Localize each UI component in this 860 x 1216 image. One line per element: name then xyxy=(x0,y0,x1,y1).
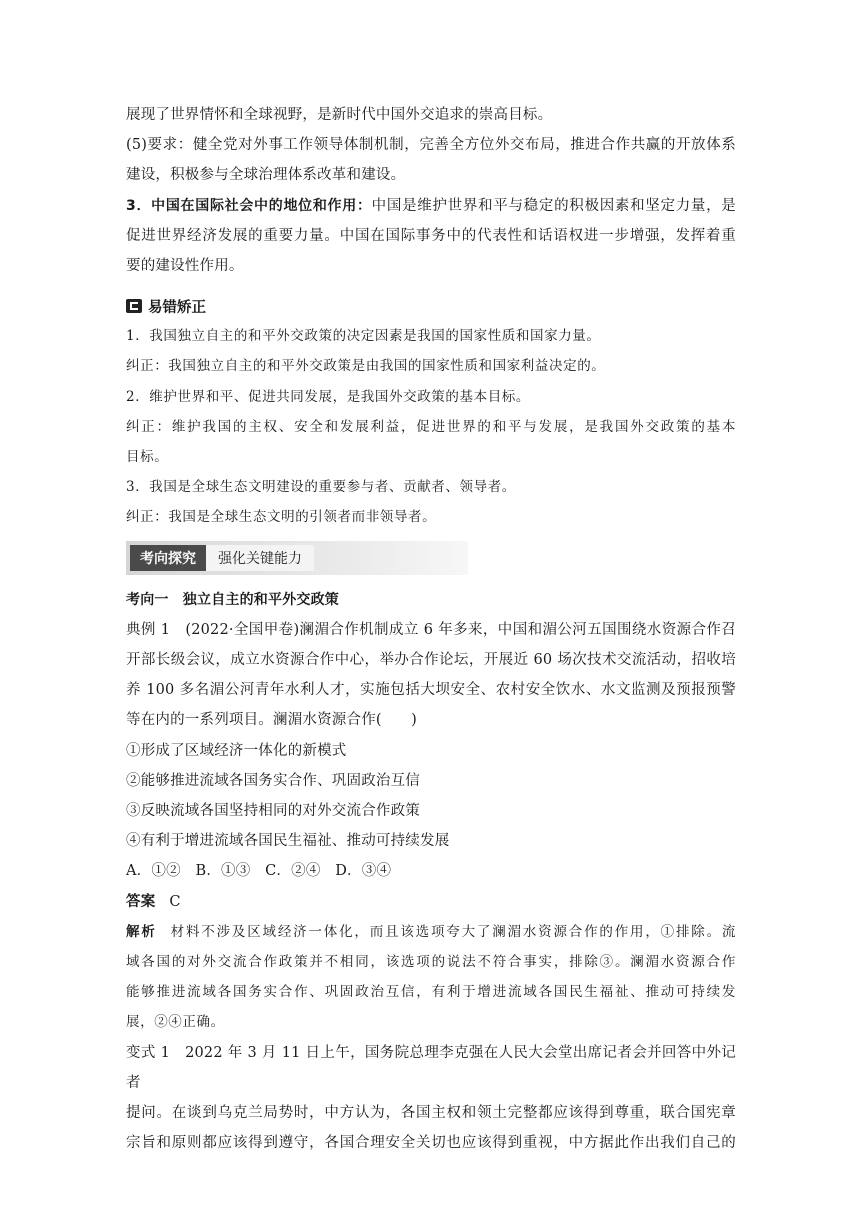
paragraph-line: 展现了世界情怀和全球视野，是新时代中国外交追求的崇高目标。 xyxy=(126,107,553,123)
answer-label: 答案 xyxy=(126,893,156,910)
point-3-label: 3．中国在国际社会中的地位和作用： xyxy=(126,197,372,214)
analysis-line: 域各国的对外交流合作政策并不相同，该选项的说法不符合事实，排除③。澜湄水资源合作 xyxy=(126,954,736,971)
error-item: 2．维护世界和平、促进共同发展，是我国外交政策的基本目标。 xyxy=(126,388,530,405)
paragraph-line: (5)要求：健全党对外事工作领导体制机制，完善全方位外交布局，推进合作共赢的开放体系 xyxy=(126,137,736,154)
variant-line: 宗旨和原则都应该得到遵守，各国合理安全关切也应该得到重视，中方据此作出我们自己的 xyxy=(126,1135,736,1152)
example-line: 开部长级会议，成立水资源合作中心，举办合作论坛，开展近 60 场次技术交流活动，招收培 xyxy=(126,652,736,669)
example-line: 等在内的一系列项目。澜湄水资源合作( ) xyxy=(126,712,418,729)
example-line: 典例 1 (2022·全国甲卷)澜湄合作机制成立 6 年多来，中国和湄公河五国围绕水资源合作召 xyxy=(126,621,736,638)
paragraph-line: 要的建设性作用。 xyxy=(126,258,244,275)
analysis-text: 材料不涉及区域经济一体化，而且该选项夸大了澜湄水资源合作的作用，①排除。流 xyxy=(170,923,737,940)
variant-line: 变式 1 2022 年 3 月 11 日上午，国务院总理李克强在人民大会堂出席记者会并回答中外记者 xyxy=(126,1044,736,1091)
error-item: 纠正：我国是全球生态文明的引领者而非领导者。 xyxy=(126,509,437,526)
error-item: 3．我国是全球生态文明建设的重要参与者、贡献者、领导者。 xyxy=(126,479,516,496)
analysis-line: 能够推进流域各国务实合作、巩固政治互信，有利于增进流域各国民生福祉、推动可持续发 xyxy=(126,984,736,1001)
paragraph-line: 建设，积极参与全球治理体系改革和建设。 xyxy=(126,167,406,184)
answer-value: C xyxy=(169,893,181,910)
choices-line: A．①② B．①③ C．②④ D．③④ xyxy=(126,863,392,880)
analysis-line: 展，②④正确。 xyxy=(126,1014,225,1031)
point-3-text: 中国是维护世界和平与稳定的积极因素和坚定力量，是 xyxy=(371,197,736,214)
error-item: 1．我国独立自主的和平外交政策的决定因素是我国的国家性质和国家力量。 xyxy=(126,328,601,345)
option-line: ②能够推进流域各国务实合作、巩固政治互信 xyxy=(126,772,420,789)
error-item: 纠正：维护我国的主权、安全和发展利益，促进世界的和平与发展，是我国外交政策的基本 xyxy=(126,418,736,435)
analysis-label: 解析 xyxy=(126,923,157,940)
section-e-icon xyxy=(126,299,142,313)
section-title: 易错矫正 xyxy=(148,299,206,316)
banner-left-label: 考向探究 xyxy=(130,545,206,571)
topic-heading: 考向一 独立自主的和平外交政策 xyxy=(126,591,339,608)
document-page xyxy=(126,100,736,1159)
point-3-line xyxy=(126,191,736,221)
variant-line: 提问。在谈到乌克兰局势时，中方认为，各国主权和领土完整都应该得到尊重，联合国宪章 xyxy=(126,1105,736,1122)
section-banner xyxy=(126,541,468,575)
option-line: ④有利于增进流域各国民生福祉、推动可持续发展 xyxy=(126,833,450,850)
example-line: 养 100 多名湄公河青年水利人才，实施包括大坝安全、农村安全饮水、水文监测及预报预警 xyxy=(126,682,736,699)
paragraph-line: 促进世界经济发展的重要力量。中国在国际事务中的代表性和话语权进一步增强，发挥着重 xyxy=(126,227,736,244)
option-line: ③反映流域各国坚持相同的对外交流合作政策 xyxy=(126,803,420,820)
error-item: 纠正：我国独立自主的和平外交政策是由我国的国家性质和国家利益决定的。 xyxy=(126,358,606,375)
banner-right-label: 强化关键能力 xyxy=(206,545,314,571)
error-item: 目标。 xyxy=(126,449,169,466)
option-line: ①形成了区域经济一体化的新模式 xyxy=(126,742,347,759)
error-correction-heading xyxy=(126,291,736,321)
analysis-line xyxy=(126,917,736,947)
answer-line xyxy=(126,887,736,917)
